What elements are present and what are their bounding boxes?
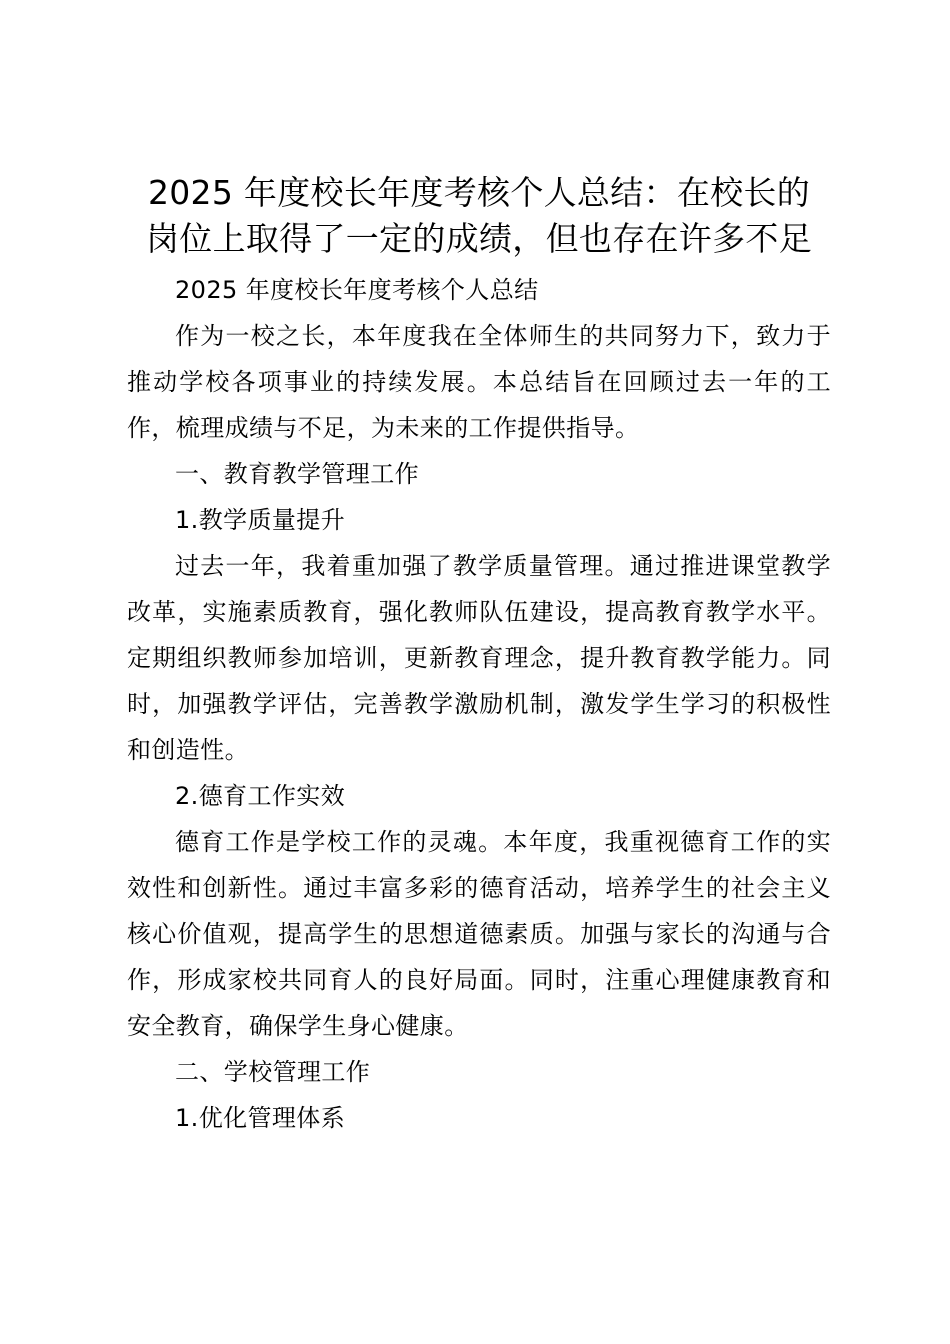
- title-line-1: 2025 年度校长年度考核个人总结：在校长的: [147, 173, 811, 212]
- section-1-sub-1-heading: 1.教学质量提升: [175, 506, 346, 534]
- section-1-heading: 一、教育教学管理工作: [175, 460, 419, 488]
- section-1-sub-1-paragraph: 过去一年，我着重加强了教学质量管理。通过推进课堂教学改革，实施素质教育，强化教师队伍建设，提高教育教学水平。定期组织教师参加培训，更新教育理念，提升教育教学能力。同时，加强教学评估，完善教学激励机制，激发学生学习的积极性和创造性。: [127, 552, 831, 764]
- section-1-sub-2-paragraph: 德育工作是学校工作的灵魂。本年度，我重视德育工作的实效性和创新性。通过丰富多彩的德育活动，培养学生的社会主义核心价值观，提高学生的思想道德素质。加强与家长的沟通与合作，形成家校共同育人的良好局面。同时，注重心理健康教育和安全教育，确保学生身心健康。: [127, 828, 831, 1040]
- intro-paragraph: 作为一校之长，本年度我在全体师生的共同努力下，致力于推动学校各项事业的持续发展。本总结旨在回顾过去一年的工作，梳理成绩与不足，为未来的工作提供指导。: [127, 322, 831, 442]
- title-line-2: 岗位上取得了一定的成绩，但也存在许多不足: [146, 219, 812, 258]
- section-2-heading: 二、学校管理工作: [175, 1058, 371, 1086]
- section-1-sub-2-heading: 2.德育工作实效: [175, 782, 346, 810]
- section-2-sub-1-heading: 1.优化管理体系: [175, 1104, 346, 1132]
- document-page: [127, 170, 831, 1141]
- document-title: [127, 170, 831, 262]
- document-subtitle: 2025 年度校长年度考核个人总结: [175, 276, 539, 304]
